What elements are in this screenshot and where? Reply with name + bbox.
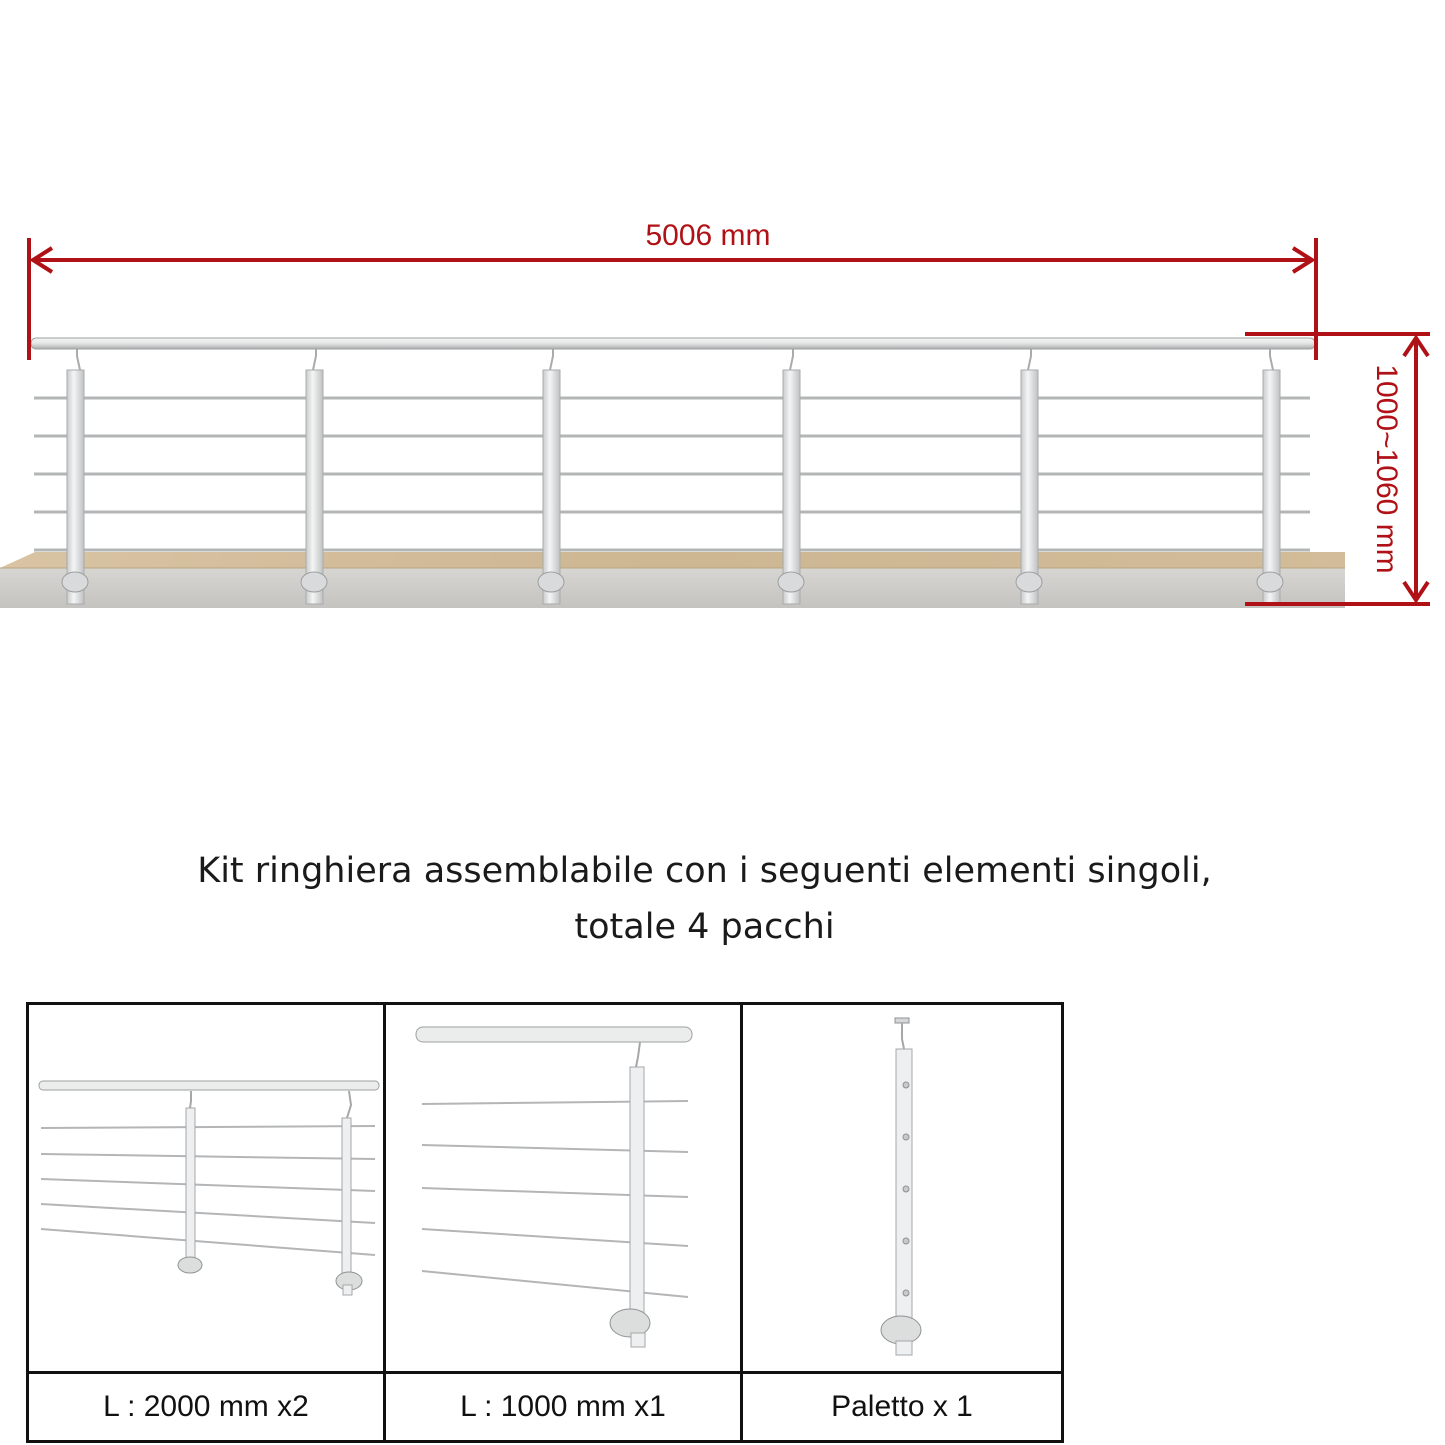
handrail <box>31 338 1315 349</box>
description-line-1: Kit ringhiera assemblabile con i seguenti elementi singoli, <box>197 851 1212 891</box>
height-label: 1000~1060 mm <box>1370 364 1404 574</box>
parts-table <box>26 1002 1064 1443</box>
part-label: L : 1000 mm x1 <box>385 1373 742 1442</box>
kit-description <box>0 843 1409 955</box>
width-label: 5006 mm <box>645 219 771 252</box>
parts-images-row <box>28 1004 1063 1373</box>
horizontal-rods <box>34 398 1310 550</box>
floor-slab <box>0 552 1345 608</box>
description-line-2: totale 4 pacchi <box>574 907 835 947</box>
railing-section-1000-icon <box>386 1005 740 1371</box>
part-label: L : 2000 mm x2 <box>28 1373 385 1442</box>
part-image-cell <box>742 1004 1063 1373</box>
part-image-cell <box>28 1004 385 1373</box>
part-image-cell <box>385 1004 742 1373</box>
parts-labels-row <box>28 1373 1063 1442</box>
railing-assembly-diagram <box>0 0 1445 640</box>
railing-section-2000-icon <box>29 1005 383 1371</box>
post-icon <box>743 1005 1061 1371</box>
part-label: Paletto x 1 <box>742 1373 1063 1442</box>
